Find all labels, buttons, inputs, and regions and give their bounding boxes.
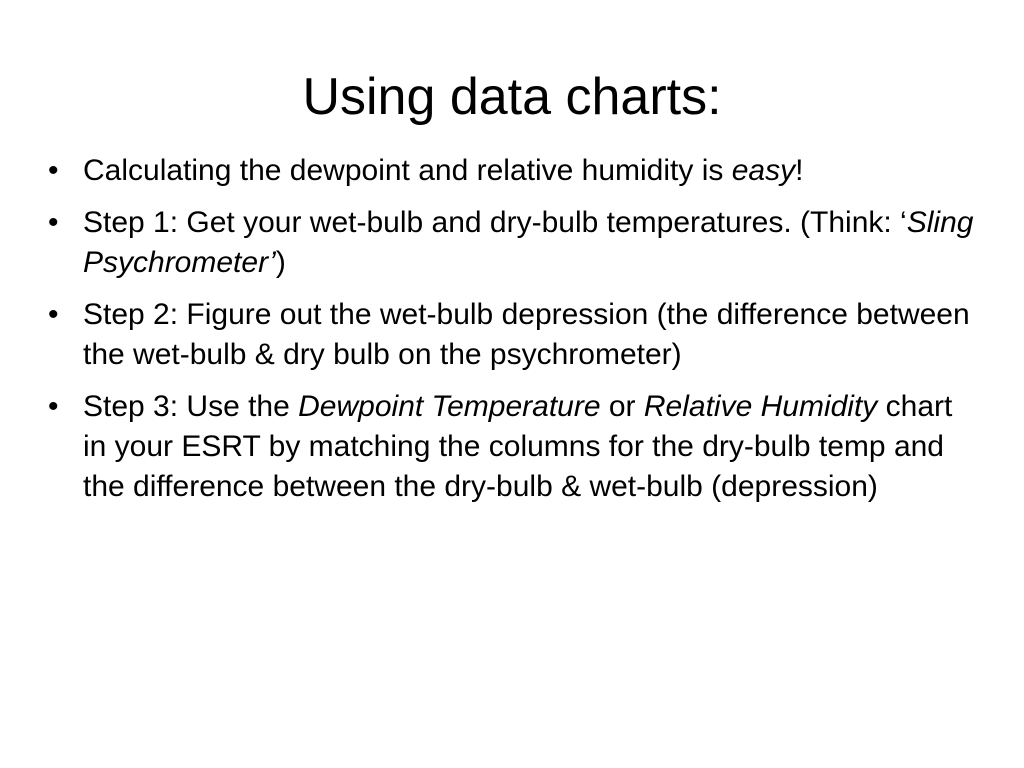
bullet-dot-icon: • bbox=[48, 154, 59, 187]
bullet-emphasis: Relative Humidity bbox=[643, 390, 878, 423]
bullet-text: Step 3: Use the bbox=[83, 390, 299, 423]
bullet-text: Step 2: Figure out the wet-bulb depression (the difference between the wet-bulb & dry bulb on the psychrometer) bbox=[83, 298, 970, 371]
bullet-dot-icon: • bbox=[48, 298, 59, 331]
slide-title: Using data charts: bbox=[302, 68, 722, 126]
bullet-text: Calculating the dewpoint and relative humidity is bbox=[83, 154, 732, 187]
bullet-dot-icon: • bbox=[48, 206, 59, 239]
bullet-text: ) bbox=[275, 246, 286, 279]
bullet-item-3 bbox=[48, 295, 978, 375]
bullet-emphasis: Sling Psychrometer’ bbox=[83, 206, 974, 279]
bullet-emphasis: easy bbox=[731, 154, 796, 187]
bullet-text: Step 1: Get your wet-bulb and dry-bulb temperatures. (Think: ‘ bbox=[83, 206, 907, 239]
bullet-dot-icon: • bbox=[48, 390, 59, 423]
bullet-text: ! bbox=[795, 154, 804, 187]
bullet-item-4 bbox=[48, 387, 978, 507]
bullet-item-1 bbox=[48, 151, 978, 191]
bullet-item-2 bbox=[48, 203, 978, 283]
bullet-emphasis: Dewpoint Temperature bbox=[298, 390, 601, 423]
bullet-text: or bbox=[600, 390, 644, 423]
bullet-text: chart in your ESRT by matching the columns for the dry-bulb temp and the difference between the dry-bulb & wet-bulb (depression) bbox=[83, 390, 953, 503]
bullet-list bbox=[48, 151, 978, 519]
